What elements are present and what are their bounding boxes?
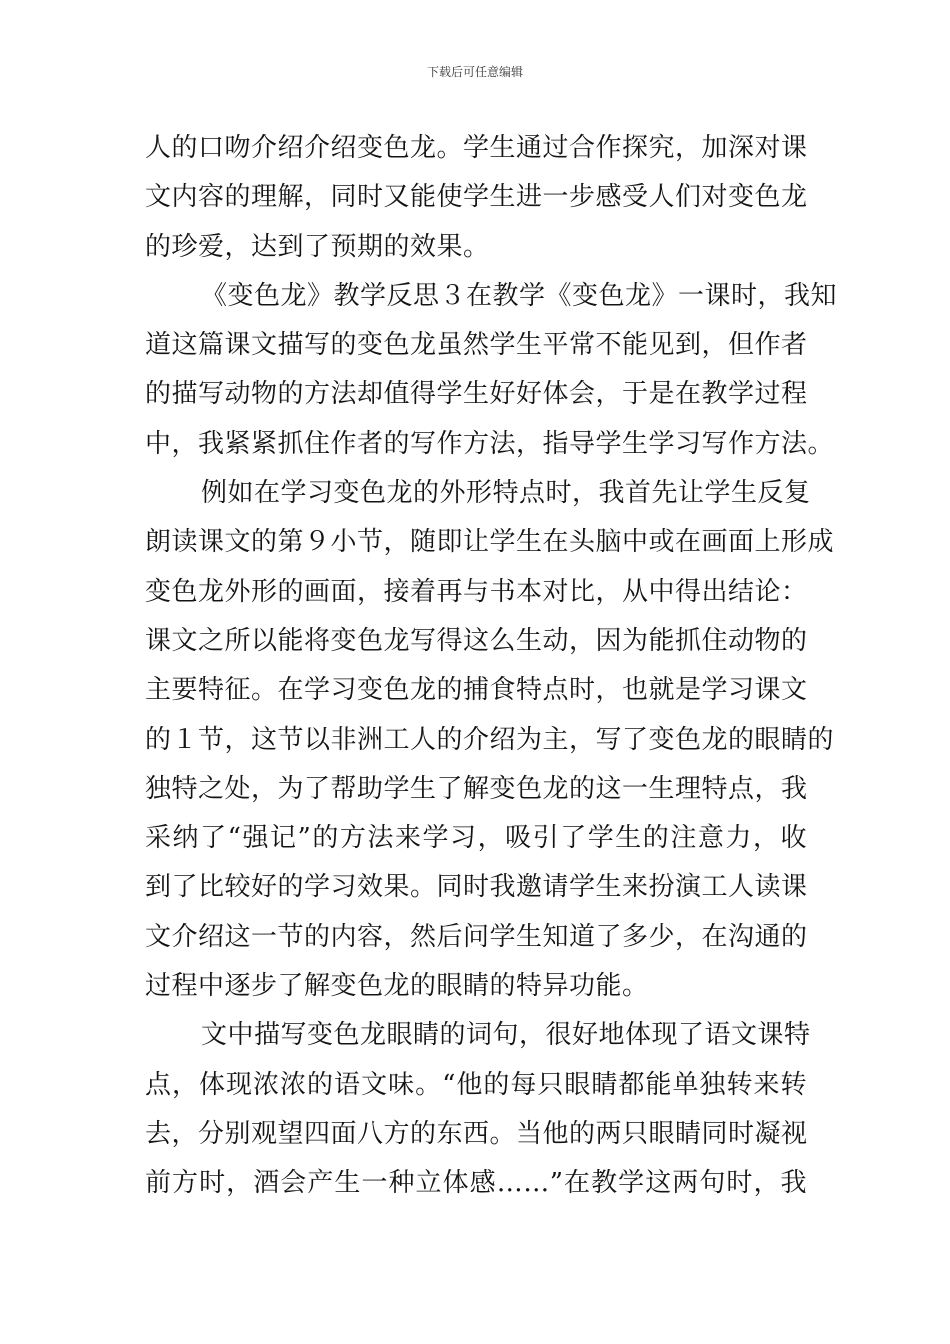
text-line: 例如在学习变色龙的外形特点时，我首先让学生反复 <box>201 478 811 509</box>
text-line: 过程中逐步了解变色龙的眼睛的特异功能。 <box>145 971 649 1002</box>
text-line: 朗读课文的第９小节，随即让学生在头脑中或在画面上形成 <box>145 527 835 558</box>
text-line: 的１节，这节以非洲工人的介绍为主，写了变色龙的眼睛的 <box>145 724 835 755</box>
text-line: 点，体现浓浓的语文味。“他的每只眼睛都能单独转来转 <box>145 1069 807 1100</box>
page-header: 下载后可任意编辑 <box>426 65 523 79</box>
text-line: 《变色龙》教学反思３在教学《变色龙》一课时，我知 <box>201 280 838 311</box>
text-line: 主要特征。在学习变色龙的捕食特点时，也就是学习课文 <box>145 675 808 706</box>
text-line: 的珍爱，达到了预期的效果。 <box>145 231 490 262</box>
text-line: 到了比较好的学习效果。同时我邀请学生来扮演工人读课 <box>145 872 808 903</box>
text-line: 文介绍这一节的内容，然后问学生知道了多少，在沟通的 <box>145 921 808 952</box>
text-line: 采纳了“强记”的方法来学习，吸引了学生的注意力，收 <box>145 823 807 854</box>
text-line: 文中描写变色龙眼睛的词句，很好地体现了语文课特 <box>201 1020 811 1051</box>
text-line: 前方时，酒会产生一种立体感……”在教学这两句时，我 <box>145 1168 807 1199</box>
text-line: 变色龙外形的画面，接着再与书本对比，从中得出结论： <box>145 576 808 607</box>
text-line: 文内容的理解，同时又能使学生进一步感受人们对变色龙 <box>145 182 808 213</box>
text-line: 人的口吻介绍介绍变色龙。学生通过合作探究，加深对课 <box>145 133 808 163</box>
text-line: 去，分别观望四面八方的东西。当他的两只眼睛同时凝视 <box>145 1118 808 1149</box>
text-line: 课文之所以能将变色龙写得这么生动，因为能抓住动物的 <box>145 625 808 656</box>
document-body <box>145 124 838 1209</box>
text-line: 中，我紧紧抓住作者的写作方法，指导学生学习写作方法。 <box>145 428 835 459</box>
text-line: 的描写动物的方法却值得学生好好体会，于是在教学过程 <box>145 379 808 410</box>
text-line: 独特之处，为了帮助学生了解变色龙的这一生理特点，我 <box>145 773 808 804</box>
text-line: 道这篇课文描写的变色龙虽然学生平常不能见到，但作者 <box>145 330 808 361</box>
